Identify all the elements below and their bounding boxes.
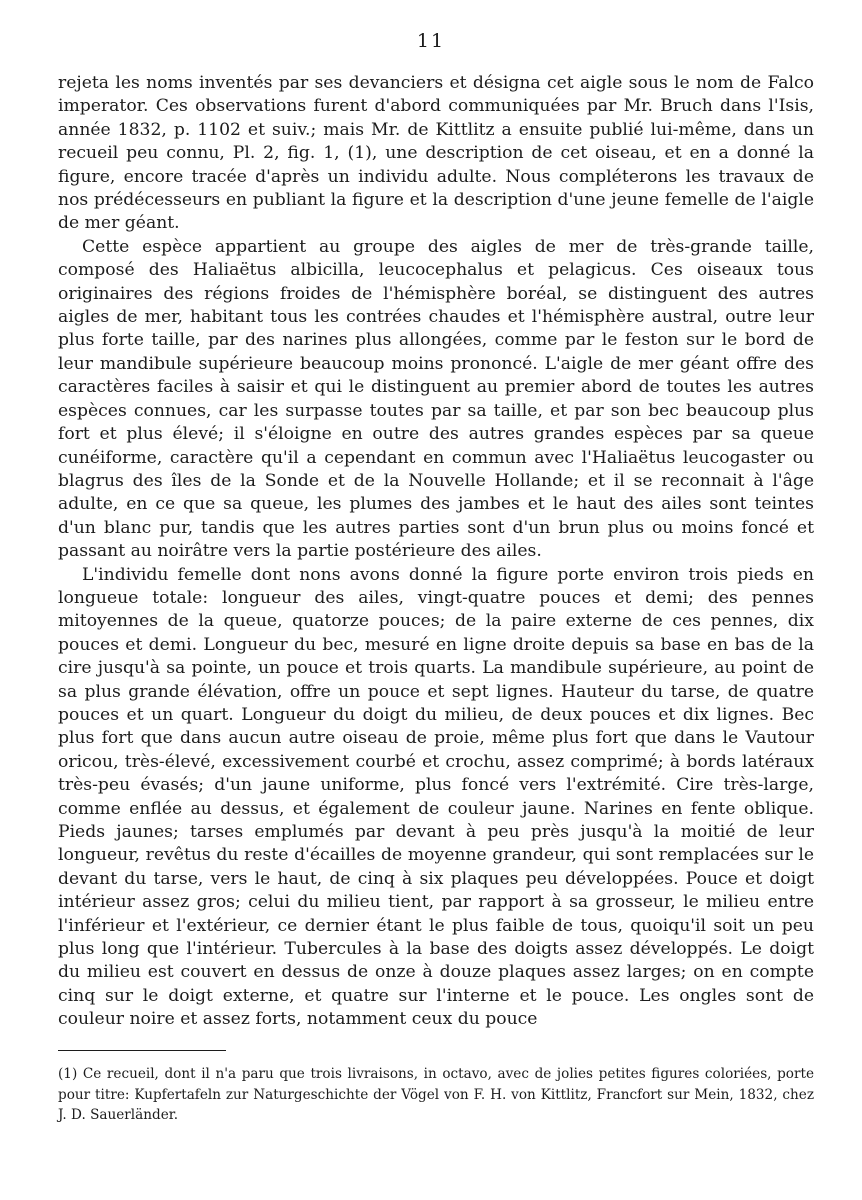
- paragraph: rejeta les noms inventés par ses devanciers et désigna cet aigle sous le nom de Falco imperator. Ces observations furent d'abord communiquées par Mr. Bruch dans l'Isis, année 1832, p. 1102 et suiv.; mais Mr. de Kittlitz a ensuite publié lui-même, dans un recueil peu connu, Pl. 2, fig. 1, (1), une description de cet oiseau, et en a donné la figure, encore tracée d'après un individu adulte. Nous compléterons les travaux de nos prédécesseurs en publiant la figure et la description d'une jeune femelle de l'aigle de mer géant.: [58, 73, 814, 234]
- paragraph: Cette espèce appartient au groupe des aigles de mer de très-grande taille, composé des Haliaëtus albicilla, leucocephalus et pelagicus. Ces oiseaux tous originaires des régions froides de l'hémisphère boréal, se distinguent des autres aigles de mer, habitant tous les contrées chaudes et l'hémisphère austral, outre leur plus forte taille, par des narines plus allongées, comme par le feston sur le bord de leur mandibule supérieure beaucoup moins prononcé. L'aigle de mer géant offre des caractères faciles à saisir et qui le distinguent au premier abord de toutes les autres espèces connues, car les surpasse toutes par sa taille, et par son bec beaucoup plus fort et plus élevé; il s'éloigne en outre des autres grandes espèces par sa queue cunéiforme, caractère qu'il a cependant en commun avec l'Haliaëtus leucogaster ou blagrus des îles de la Sonde et de la Nouvelle Hollande; et il se reconnait à l'âge adulte, en ce que sa queue, les plumes des jambes et le haut des ailes sont teintes d'un blanc pur, tandis que les autres parties sont d'un brun plus ou moins foncé et passant au noirâtre vers la partie postérieure des ailes.: [58, 236, 814, 562]
- page-number: 11: [416, 30, 446, 52]
- paragraph: L'individu femelle dont nons avons donné la figure porte environ trois pieds en longueue totale: longueur des ailes, vingt-quatre pouces et demi; des pennes mitoyennes de la queue, quatorze pouces; de la paire externe de ces pennes, dix pouces et demi. Longueur du bec, mesuré en ligne droite depuis sa base en bas de la cire jusqu'à sa pointe, un pouce et trois quarts. La mandibule supérieure, au point de sa plus grande élévation, offre un pouce et sept lignes. Hauteur du tarse, de quatre pouces et un quart. Longueur du doigt du milieu, de deux pouces et dix lignes. Bec plus fort que dans aucun autre oiseau de proie, même plus fort que dans le Vautour oricou, très-élevé, excessivement courbé et crochu, assez comprimé; à bords latéraux très-peu évasés; d'un jaune uniforme, plus foncé vers l'extrémité. Cire très-large, comme enflée au dessus, et également de couleur jaune. Narines en fente oblique. Pieds jaunes; tarses emplumés par devant à peu près jusqu'à la moitié de leur longueur, revêtus du reste d'écailles de moyenne grandeur, qui sont remplacées sur le devant du tarse, vers le haut, de cinq à six plaques peu développées. Pouce et doigt intérieur assez gros; celui du milieu tient, par rapport à sa grosseur, le milieu entre l'inférieur et l'extérieur, ce dernier étant le plus faible de tous, quoiqu'il soit un peu plus long que l'intérieur. Tubercules à la base des doigts assez développés. Le doigt du milieu est couvert en dessus de onze à douze plaques assez larges; on en compte cinq sur le doigt externe, et quatre sur l'interne et le pouce. Les ongles sont de couleur noire et assez forts, notamment ceux du pouce: [58, 564, 814, 1030]
- footnote: (1) Ce recueil, dont il n'a paru que trois livraisons, in octavo, avec de jolies petites figures coloriées, porte pour titre: Kupfertafeln zur Naturgeschichte der Vögel von F. H. von Kittlitz, Francfort sur Mein, 1832, chez J. D. Sauerländer.: [58, 1066, 814, 1123]
- body-text: [58, 72, 814, 1032]
- footnote-divider: [58, 1050, 226, 1051]
